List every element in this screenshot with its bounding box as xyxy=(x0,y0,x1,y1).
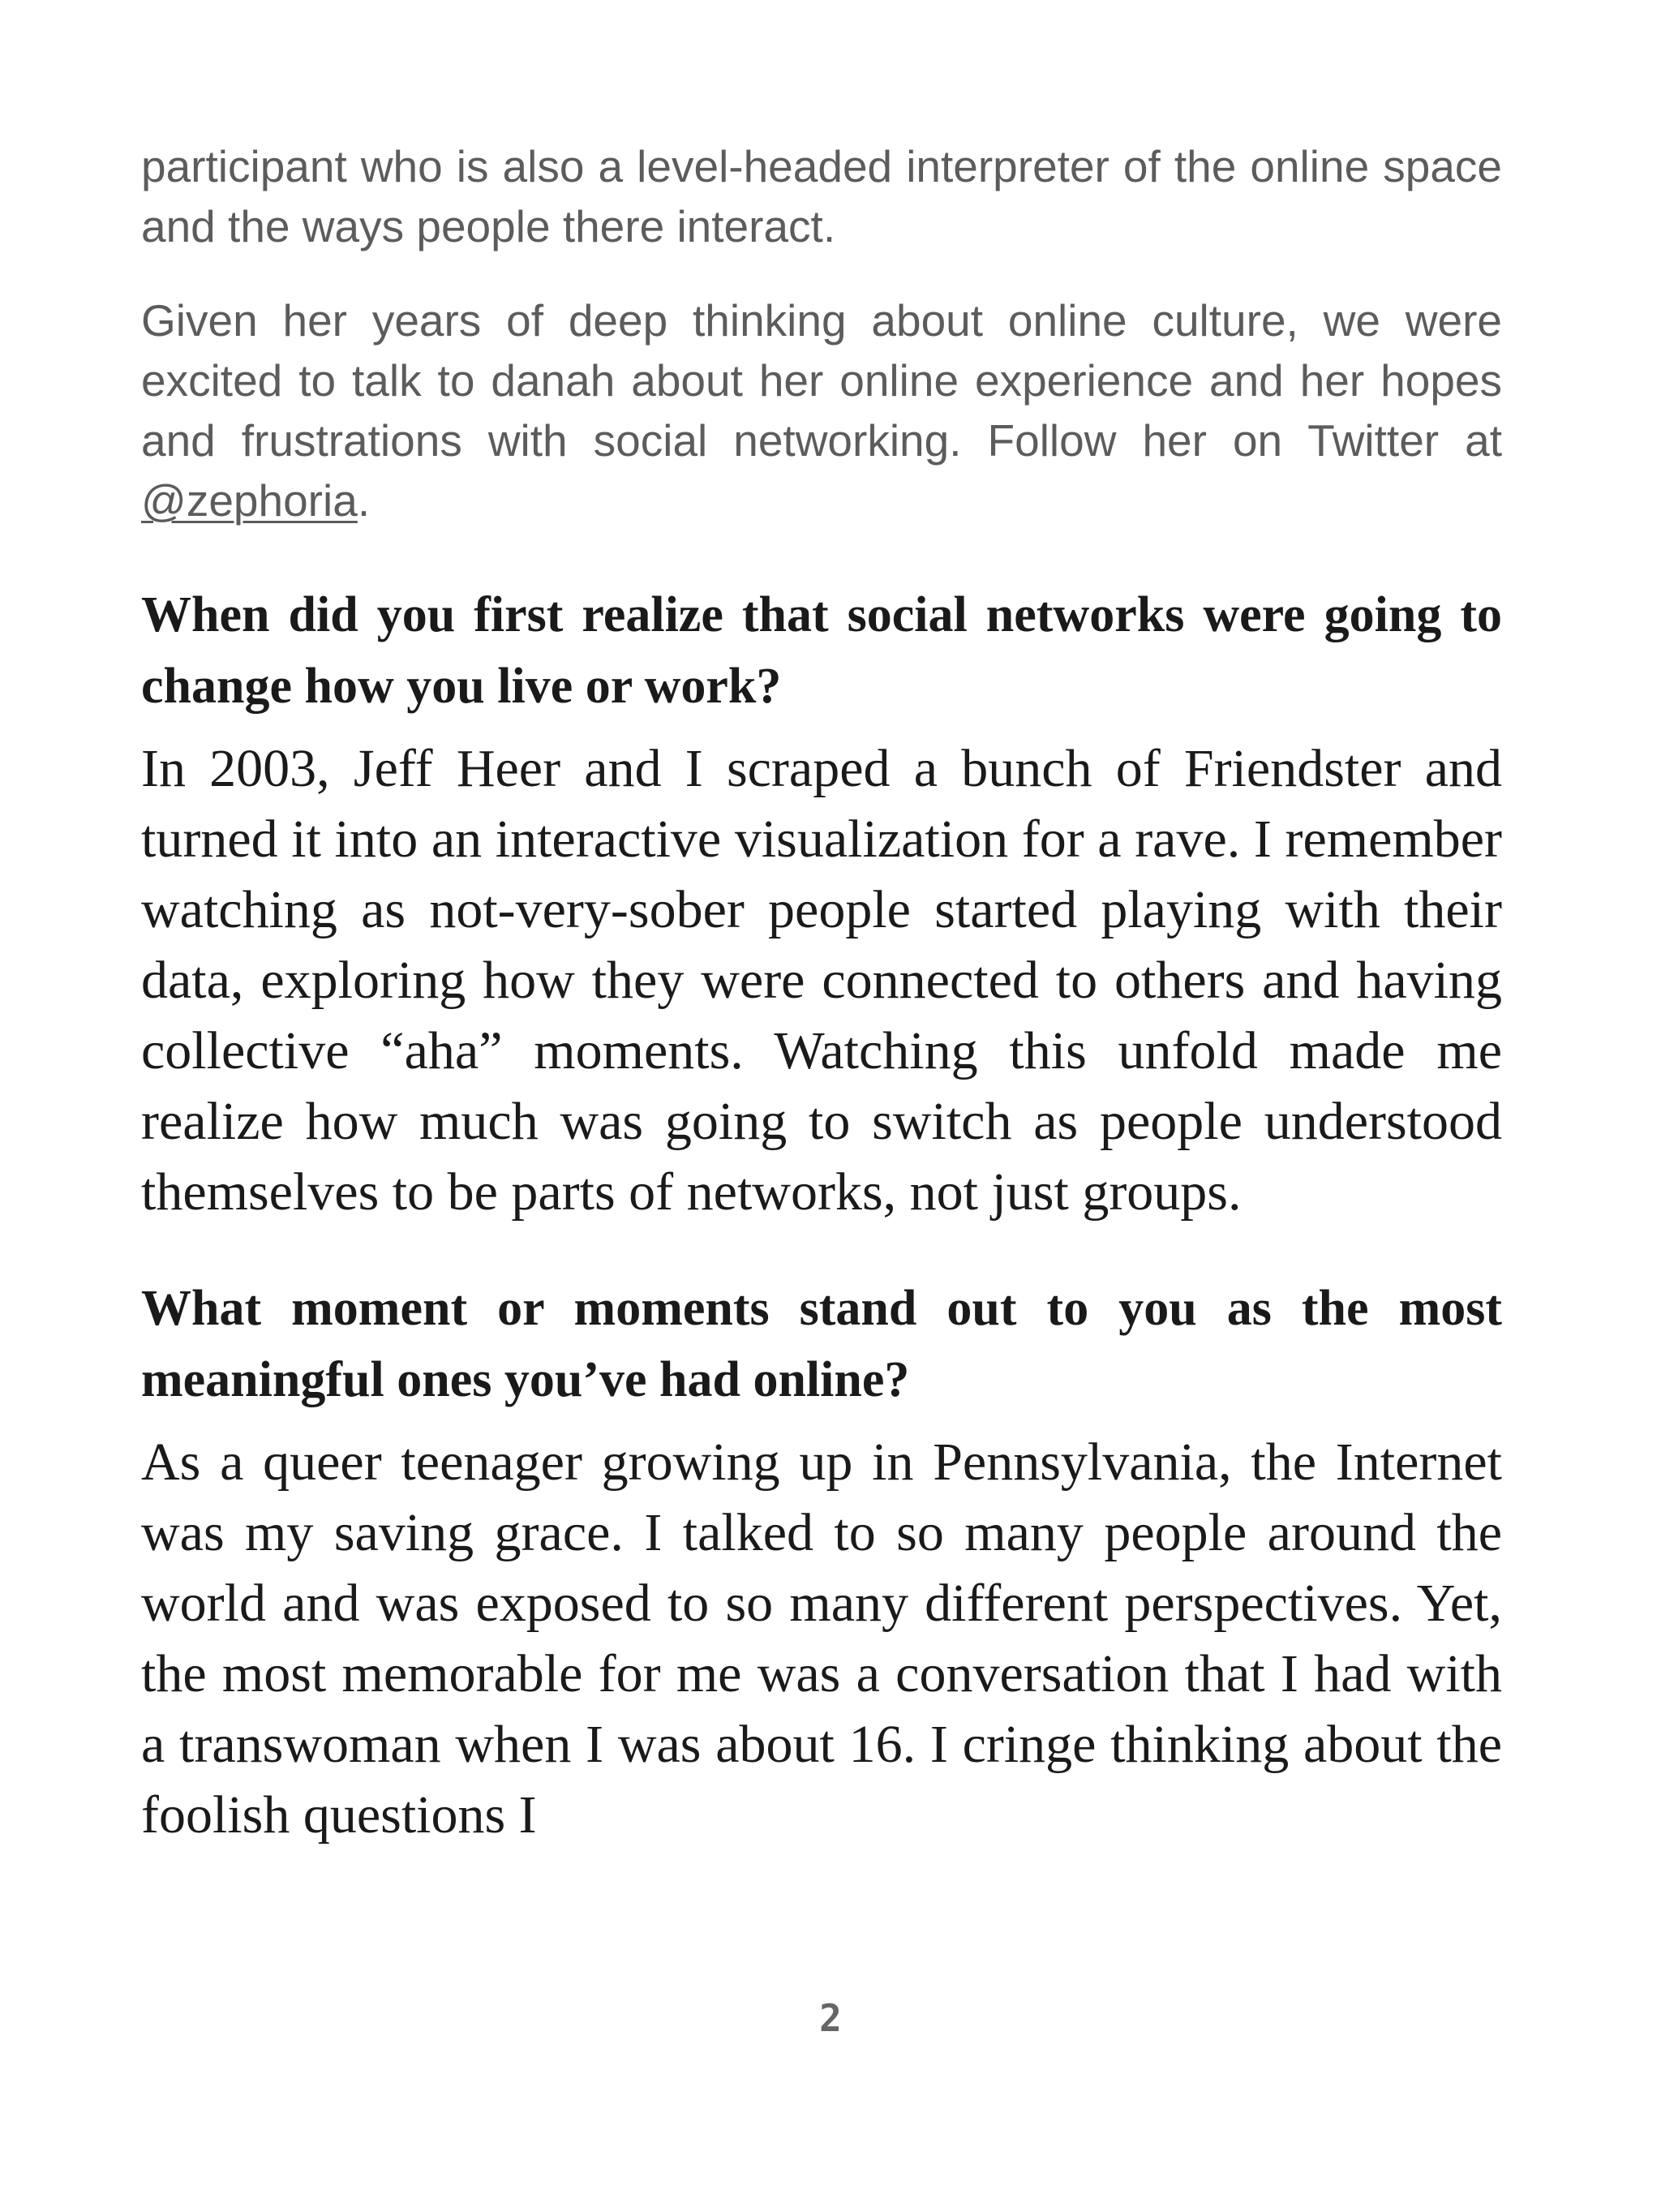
twitter-handle-link[interactable]: @zephoria xyxy=(141,475,358,526)
intro-text: Given her years of deep thinking about online culture, we were excited to talk to danah about her online experience and her hopes and frustrations with social networking. Follow her on Twitter at xyxy=(141,295,1502,466)
intro-paragraph: participant who is also a level-headed interpreter of the online space and the ways people there interact. xyxy=(141,141,1502,251)
interview-answer: In 2003, Jeff Heer and I scraped a bunch of Friendster and turned it into an interactive visualization for a rave. I remember watching as not-very-sober people started playing with their data, exploring how they were connected to others and having collective “aha” moments. Watching this unfold made me realize how much was going to switch as people understood themselves to be parts of networks, not just groups. xyxy=(141,739,1502,1222)
page-number: 2 xyxy=(819,1996,842,2040)
text-column xyxy=(141,136,1502,1850)
interview-answer: As a queer teenager growing up in Pennsylvania, the Internet was my saving grace. I talked to so many people around the world and was exposed to so many different perspectives. Yet, the most memorable for me was a conversation that I had with a transwoman when I was about 16. I cringe thinking about the foolish questions I xyxy=(141,1432,1502,1845)
intro-paragraph xyxy=(141,290,1502,530)
interview-question: What moment or moments stand out to you as the most meaningful ones you’ve had online? xyxy=(141,1281,1502,1407)
intro-text-end: . xyxy=(357,475,371,526)
interview-question: When did you first realize that social networks were going to change how you live or work? xyxy=(141,587,1502,714)
